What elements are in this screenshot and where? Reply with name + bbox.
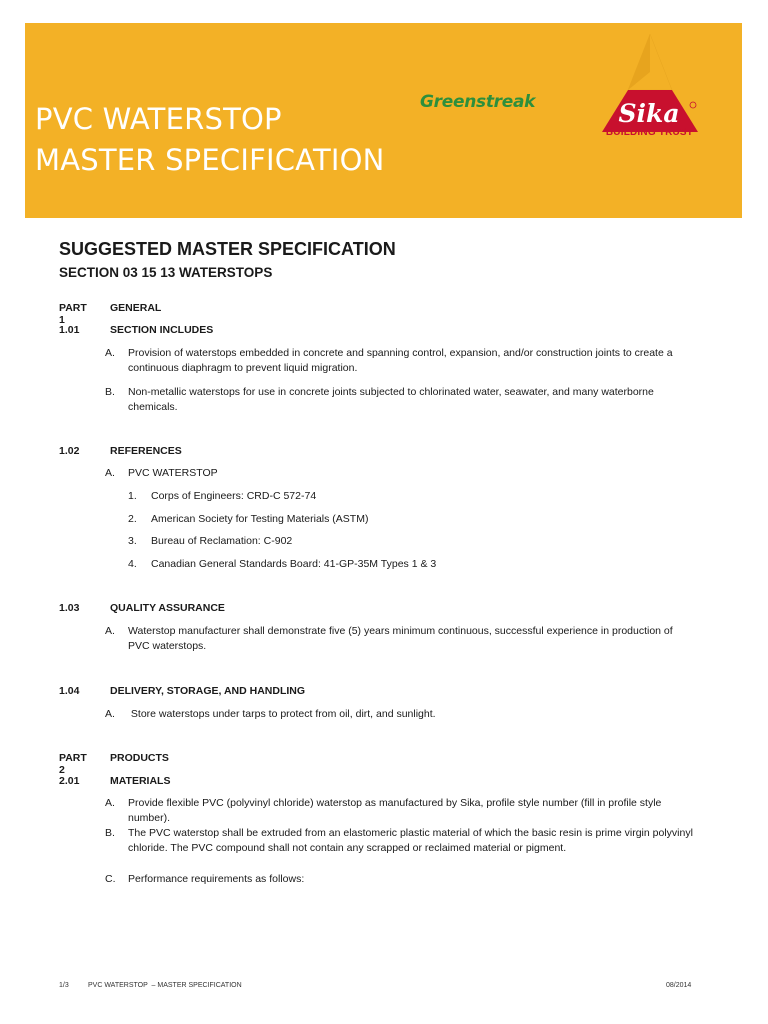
- part-number: PART 1: [59, 302, 87, 326]
- item-letter: A.: [105, 625, 115, 637]
- item-letter: B.: [105, 827, 115, 839]
- banner-title: [35, 99, 385, 181]
- item-letter: A.: [105, 467, 115, 479]
- footer-document-title: PVC WATERSTOP – MASTER SPECIFICATION: [88, 982, 242, 989]
- document-title: SUGGESTED MASTER SPECIFICATION: [59, 239, 396, 259]
- sika-tagline: BUILDING TRUST: [605, 127, 694, 138]
- banner-title-line1: PVC WATERSTOP: [35, 102, 282, 136]
- subitem-text: Corps of Engineers: CRD-C 572-74: [151, 490, 317, 502]
- section-number: 2.01: [59, 775, 80, 787]
- section-title: SECTION INCLUDES: [110, 324, 214, 336]
- item-letter: A.: [105, 708, 115, 720]
- section-number: 1.01: [59, 324, 80, 336]
- item-text: Performance requirements as follows:: [128, 873, 305, 885]
- subitem-number: 3.: [128, 535, 137, 547]
- section-number: 1.04: [59, 685, 80, 697]
- item-text: PVC WATERSTOP: [128, 467, 218, 479]
- section-title: QUALITY ASSURANCE: [110, 602, 225, 614]
- sika-logo-text: Sika: [618, 99, 680, 128]
- banner-title-line2: MASTER SPECIFICATION: [35, 143, 385, 177]
- subitem-number: 1.: [128, 490, 137, 502]
- subitem-number: 2.: [128, 513, 137, 525]
- subitem-text: Bureau of Reclamation: C-902: [151, 535, 293, 547]
- section-number: 1.03: [59, 602, 80, 614]
- subitem-text: Canadian General Standards Board: 41-GP-35M Types 1 & 3: [151, 558, 437, 570]
- item-letter: A.: [105, 347, 115, 359]
- section-title: MATERIALS: [110, 775, 171, 787]
- item-letter: C.: [105, 873, 116, 885]
- item-text: Provision of waterstops embedded in concrete and spanning control, expansion, and/or construction joints to create a continuous diaphragm to prevent liquid migration.: [128, 347, 673, 374]
- subitem-number: 4.: [128, 558, 137, 570]
- footer-date: 08/2014: [666, 982, 692, 989]
- section-title: REFERENCES: [110, 445, 182, 457]
- part-title: GENERAL: [110, 302, 162, 314]
- section-number: 1.02: [59, 445, 80, 457]
- item-text: Waterstop manufacturer shall demonstrate five (5) years minimum continuous, successful experience in production of PVC waterstops.: [128, 625, 673, 652]
- sika-logo: [600, 32, 700, 134]
- part-title: PRODUCTS: [110, 752, 169, 764]
- item-text: Non-metallic waterstops for use in concrete joints subjected to chlorinated water, seawater, and many waterborne chemicals.: [128, 386, 654, 413]
- subitem-text: American Society for Testing Materials (ASTM): [151, 513, 369, 525]
- footer-page-number: 1/3: [59, 982, 69, 989]
- item-text: The PVC waterstop shall be extruded from an elastomeric plastic material of which the basic resin is prime virgin polyvinyl chloride. The PVC compound shall not contain any scrapped or reclaimed material or pigment.: [128, 827, 693, 854]
- item-letter: A.: [105, 797, 115, 809]
- section-title: DELIVERY, STORAGE, AND HANDLING: [110, 685, 306, 697]
- greenstreak-logo: Greenstreak: [420, 92, 536, 112]
- item-text: Provide flexible PVC (polyvinyl chloride) waterstop as manufactured by Sika, profile style number (fill in profile style number).: [128, 797, 662, 824]
- item-text: Store waterstops under tarps to protect from oil, dirt, and sunlight.: [128, 708, 436, 720]
- item-letter: B.: [105, 386, 115, 398]
- part-number: PART 2: [59, 752, 87, 776]
- section-subtitle: SECTION 03 15 13 WATERSTOPS: [59, 265, 273, 280]
